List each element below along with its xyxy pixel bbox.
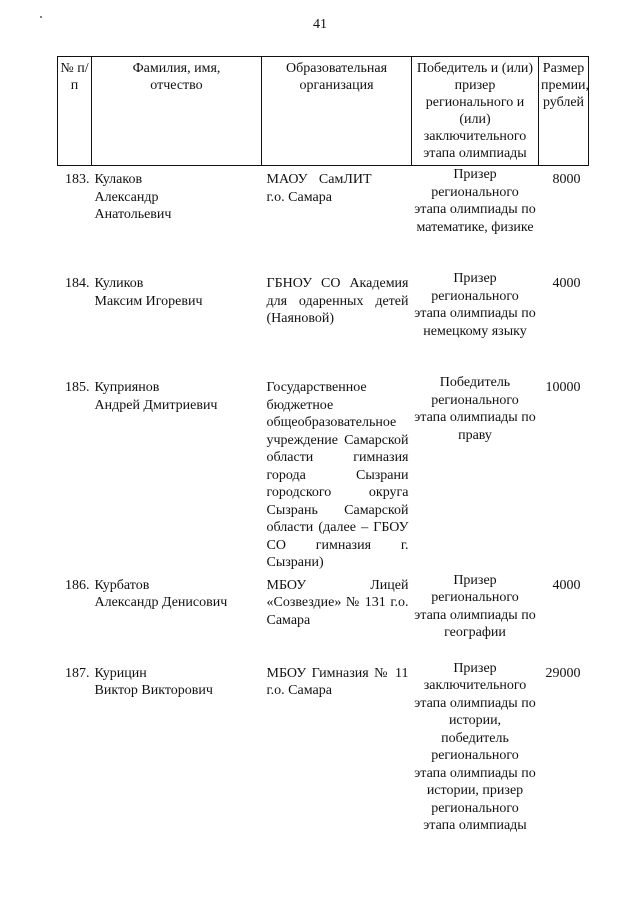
given-name: Александр	[94, 189, 159, 205]
awards-table	[57, 56, 589, 885]
student-name	[92, 270, 262, 374]
table-row	[58, 572, 589, 660]
page-number: 41	[313, 17, 327, 32]
table-row	[58, 374, 589, 572]
row-number: 184.	[65, 276, 90, 291]
header-org: Образовательная организация	[262, 57, 412, 166]
olympiad-status: Призер регионального этапа олимпиады по немецкому языку	[414, 271, 536, 339]
table-row	[58, 270, 589, 374]
student-name	[92, 166, 262, 271]
surname: Куприянов	[94, 380, 160, 395]
organization: МБОУ Гимназия № 11 г.о. Самара	[266, 665, 409, 698]
organization: ГБНОУ СО Академия для одаренных детей (Наяновой)	[266, 276, 409, 326]
olympiad-status: Победитель регионального этапа олимпиады по праву	[414, 375, 536, 443]
given-name: Максим Игоревич	[94, 293, 203, 309]
olympiad-status: Призер регионального этапа олимпиады по математике, физике	[414, 167, 536, 235]
student-name	[92, 660, 262, 885]
surname: Курбатов	[94, 577, 150, 593]
table-row	[58, 660, 589, 885]
student-name	[92, 572, 262, 660]
patronymic: Анатольевич	[94, 207, 172, 222]
header-prize: Размер премии, рублей	[539, 57, 589, 166]
olympiad-status: Призер заключительного этапа олимпиады по истории, победитель регионального этапа олимпиады по истории, призер регионального этапа олимпиады	[414, 660, 536, 833]
prize-amount: 8000	[552, 172, 581, 187]
organization: Государственное бюджетное общеобразовательное учреждение Самарской области гимназия города Сызрани городского округа Сызрань Самарской области (далее – ГБОУ СО гимназия г. Сызрани)	[266, 380, 409, 570]
row-number: 185.	[65, 380, 90, 395]
row-number: 186.	[65, 577, 90, 593]
organization: МАОУ СамЛИТ г.о. Самара	[266, 172, 372, 205]
given-name: Александр Денисович	[94, 595, 228, 610]
table-header	[58, 57, 589, 166]
olympiad-status: Призер регионального этапа олимпиады по географии	[414, 572, 536, 640]
given-name: Андрей Дмитриевич	[94, 397, 218, 413]
header-winner: Победитель и (или) призер регионального и (или) заключительного этапа олимпиады	[412, 57, 539, 166]
header-name: Фамилия, имя, отчество	[92, 57, 262, 166]
prize-amount: 29000	[545, 665, 581, 681]
surname: Куликов	[94, 276, 144, 291]
surname: Кулаков	[94, 172, 143, 187]
organization: МБОУ Лицей «Созвездие» № 131 г.о. Самара	[266, 577, 409, 628]
row-number: 183.	[65, 172, 90, 187]
header-num: № п/п	[58, 57, 92, 166]
awards-table-container	[57, 56, 588, 885]
prize-amount: 4000	[552, 577, 581, 593]
student-name	[92, 374, 262, 572]
surname: Курицин	[94, 665, 147, 681]
prize-amount: 4000	[552, 276, 581, 291]
given-name: Виктор Викторович	[94, 683, 213, 698]
prize-amount: 10000	[545, 380, 581, 395]
row-number: 187.	[65, 665, 90, 681]
table-row	[58, 166, 589, 271]
